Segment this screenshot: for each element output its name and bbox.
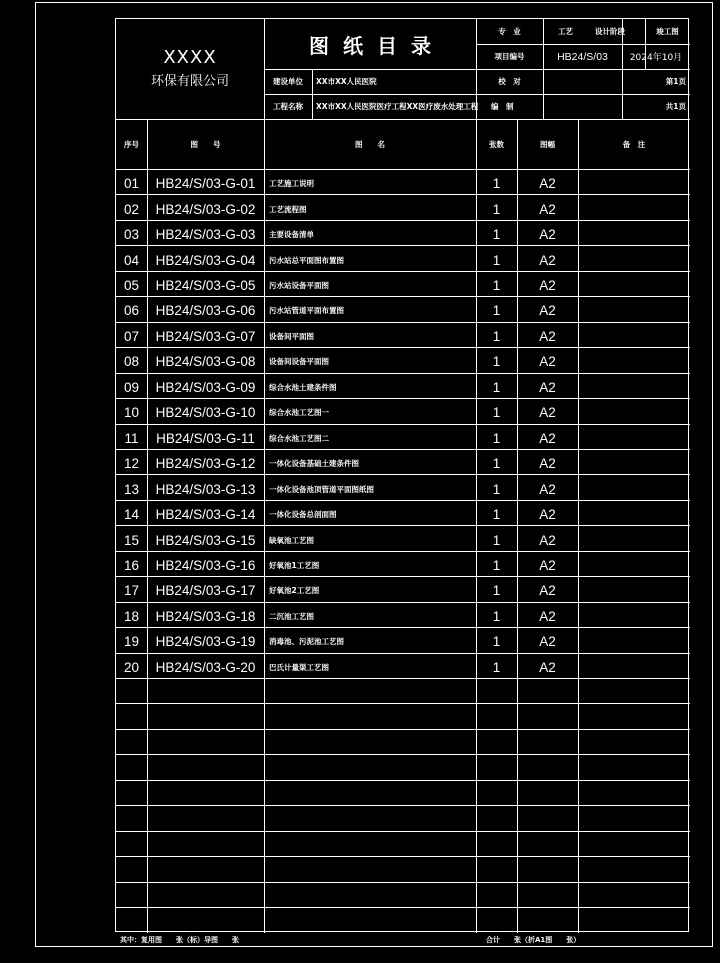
row-size: A2 — [539, 430, 556, 446]
row-drawing-no: HB24/S/03-G-12 — [155, 456, 256, 472]
project-no-value: HB24/S/03 — [557, 50, 608, 63]
row-size: A2 — [539, 557, 556, 573]
row-drawing-no: HB24/S/03-G-05 — [155, 278, 256, 294]
row-sheets: 1 — [492, 176, 501, 192]
table-row — [116, 729, 690, 754]
row-drawing-no: HB24/S/03-G-07 — [155, 328, 256, 344]
row-drawing-name: 设备间设备平面图 — [269, 357, 329, 367]
drawing-index-sheet — [115, 18, 689, 932]
row-size: A2 — [539, 328, 556, 344]
table-row — [116, 653, 690, 678]
row-seq: 18 — [123, 608, 140, 624]
row-sheets: 1 — [492, 583, 501, 599]
table-row — [116, 245, 690, 270]
row-sheets: 1 — [492, 532, 501, 548]
check-label: 校 对 — [498, 77, 521, 86]
row-drawing-name: 一体化设备池顶管道平面图纸图 — [269, 484, 374, 494]
table-row — [116, 678, 690, 703]
row-drawing-name: 综合水池工艺图二 — [269, 433, 329, 443]
row-size: A2 — [539, 634, 556, 650]
row-drawing-name: 缺氧池工艺图 — [269, 535, 314, 545]
table-row — [116, 602, 690, 627]
table-row — [116, 525, 690, 550]
specialty-label: 专 业 — [498, 27, 521, 36]
table-row — [116, 424, 690, 449]
table-row — [116, 220, 690, 245]
row-size: A2 — [539, 252, 556, 268]
row-drawing-name: 污水站设备平面图 — [269, 281, 329, 291]
row-drawing-name: 一体化设备基础土建条件图 — [269, 459, 359, 469]
row-size: A2 — [539, 278, 556, 294]
row-drawing-name: 消毒池、污泥池工艺图 — [269, 637, 344, 647]
total-pages: 共1页 — [665, 102, 686, 111]
row-size: A2 — [539, 532, 556, 548]
design-stage-label: 设计阶段 — [595, 27, 625, 36]
row-seq: 02 — [123, 201, 140, 217]
row-seq: 09 — [123, 379, 140, 395]
table-row — [116, 398, 690, 423]
header-divider — [312, 69, 313, 119]
row-drawing-name: 综合水池土建条件图 — [269, 382, 337, 392]
row-drawing-name: 二沉池工艺图 — [269, 611, 314, 621]
specialty-value: 工艺 — [558, 27, 573, 36]
row-size: A2 — [539, 405, 556, 421]
row-size: A2 — [539, 201, 556, 217]
row-drawing-no: HB24/S/03-G-20 — [155, 659, 256, 675]
row-drawing-no: HB24/S/03-G-09 — [155, 379, 256, 395]
table-row — [116, 627, 690, 652]
table-row — [116, 373, 690, 398]
row-seq: 08 — [123, 354, 140, 370]
table-row — [116, 500, 690, 525]
row-drawing-name: 设备间平面图 — [269, 331, 314, 341]
table-row — [116, 449, 690, 474]
row-sheets: 1 — [492, 557, 501, 573]
row-sheets: 1 — [492, 201, 501, 217]
row-size: A2 — [539, 481, 556, 497]
page-title: 图纸目录 — [309, 33, 445, 58]
footer-reuse-summary: 其中：复用图 张（标）导图 张 — [120, 936, 239, 944]
row-drawing-no: HB24/S/03-G-04 — [155, 252, 256, 268]
col-header-remarks: 备 注 — [622, 139, 646, 149]
build-unit-value: XX市XX人民医院 — [316, 77, 377, 86]
row-sheets: 1 — [492, 430, 501, 446]
table-row — [116, 322, 690, 347]
row-drawing-name: 主要设备清单 — [269, 230, 314, 240]
row-drawing-no: HB24/S/03-G-10 — [155, 405, 256, 421]
table-row — [116, 703, 690, 728]
table-row — [116, 347, 690, 372]
row-sheets: 1 — [492, 379, 501, 395]
row-drawing-name: 好氧池1工艺图 — [269, 560, 320, 570]
row-size: A2 — [539, 583, 556, 599]
table-row — [116, 296, 690, 321]
row-size: A2 — [539, 354, 556, 370]
table-row — [116, 856, 690, 881]
col-header-seq: 序号 — [124, 139, 139, 149]
row-seq: 12 — [123, 456, 140, 472]
row-drawing-no: HB24/S/03-G-16 — [155, 557, 256, 573]
row-drawing-name: 工艺流程图 — [269, 204, 307, 214]
row-seq: 05 — [123, 278, 140, 294]
table-row — [116, 831, 690, 856]
row-seq: 06 — [123, 303, 140, 319]
row-drawing-no: HB24/S/03-G-01 — [155, 176, 256, 192]
row-drawing-no: HB24/S/03-G-06 — [155, 303, 256, 319]
row-drawing-name: 一体化设备总剖面图 — [269, 510, 337, 520]
company-name: 环保有限公司 — [150, 73, 229, 89]
table-row — [116, 805, 690, 830]
page-number: 第1页 — [665, 77, 686, 86]
row-seq: 14 — [123, 507, 140, 523]
col-header-size: 图幅 — [540, 139, 555, 149]
row-drawing-no: HB24/S/03-G-08 — [155, 354, 256, 370]
row-sheets: 1 — [492, 456, 501, 472]
row-sheets: 1 — [492, 252, 501, 268]
row-sheets: 1 — [492, 481, 501, 497]
row-sheets: 1 — [492, 227, 501, 243]
row-drawing-no: HB24/S/03-G-03 — [155, 227, 256, 243]
row-seq: 07 — [123, 328, 140, 344]
row-drawing-name: 工艺施工说明 — [269, 179, 314, 189]
project-no-label: 项目编号 — [494, 52, 525, 61]
row-sheets: 1 — [492, 507, 501, 523]
row-sheets: 1 — [492, 634, 501, 650]
table-row — [116, 780, 690, 805]
row-size: A2 — [539, 303, 556, 319]
project-name-value: XX市XX人民医院医疗工程XX医疗废水处理工程 — [316, 102, 479, 111]
row-drawing-no: HB24/S/03-G-14 — [155, 507, 256, 523]
row-sheets: 1 — [492, 328, 501, 344]
row-drawing-no: HB24/S/03-G-19 — [155, 634, 256, 650]
row-sheets: 1 — [492, 278, 501, 294]
table-row — [116, 474, 690, 499]
row-drawing-name: 巴氏计量渠工艺图 — [269, 662, 329, 672]
row-size: A2 — [539, 379, 556, 395]
col-header-drawing-no: 图 号 — [190, 139, 221, 149]
row-size: A2 — [539, 659, 556, 675]
table-row — [116, 907, 690, 932]
table-row — [116, 576, 690, 601]
row-drawing-no: HB24/S/03-G-17 — [155, 583, 256, 599]
row-drawing-no: HB24/S/03-G-18 — [155, 608, 256, 624]
row-sheets: 1 — [492, 405, 501, 421]
row-seq: 19 — [123, 634, 140, 650]
row-seq: 04 — [123, 252, 140, 268]
table-row — [116, 169, 690, 194]
row-drawing-name: 污水站总平面图布置图 — [269, 255, 344, 265]
row-drawing-no: HB24/S/03-G-11 — [156, 430, 255, 446]
row-drawing-name: 综合水池工艺图一 — [269, 408, 329, 418]
row-seq: 01 — [123, 176, 140, 192]
table-row — [116, 194, 690, 219]
footer-total-summary: 合计 张（折A1图 张） — [486, 936, 581, 944]
row-sheets: 1 — [492, 659, 501, 675]
row-seq: 11 — [124, 430, 139, 446]
compile-label: 编 制 — [491, 102, 514, 111]
row-seq: 03 — [123, 227, 140, 243]
project-name-label: 工程名称 — [273, 102, 303, 111]
table-row — [116, 754, 690, 779]
row-drawing-no: HB24/S/03-G-02 — [155, 201, 256, 217]
row-size: A2 — [539, 456, 556, 472]
row-sheets: 1 — [492, 354, 501, 370]
row-drawing-name: 好氧池2工艺图 — [269, 586, 320, 596]
design-stage-value: 竣工图 — [656, 27, 679, 36]
row-seq: 20 — [123, 659, 140, 675]
company-code: XXXX — [163, 46, 217, 68]
build-unit-label: 建设单位 — [273, 77, 303, 86]
col-header-sheets: 张数 — [489, 139, 504, 149]
row-drawing-no: HB24/S/03-G-15 — [155, 532, 256, 548]
row-sheets: 1 — [492, 303, 501, 319]
row-size: A2 — [539, 176, 556, 192]
row-seq: 13 — [123, 481, 140, 497]
row-size: A2 — [539, 507, 556, 523]
row-size: A2 — [539, 227, 556, 243]
date-value: 2024年10月 — [629, 53, 683, 63]
row-drawing-no: HB24/S/03-G-13 — [155, 481, 256, 497]
row-size: A2 — [539, 608, 556, 624]
col-header-drawing-name: 图 名 — [355, 139, 385, 149]
table-row — [116, 882, 690, 907]
row-seq: 17 — [123, 583, 140, 599]
row-drawing-name: 污水站管道平面布置图 — [269, 306, 344, 316]
table-row — [116, 271, 690, 296]
row-seq: 15 — [123, 532, 140, 548]
table-row — [116, 551, 690, 576]
row-seq: 16 — [123, 557, 140, 573]
row-seq: 10 — [123, 405, 140, 421]
row-sheets: 1 — [492, 608, 501, 624]
